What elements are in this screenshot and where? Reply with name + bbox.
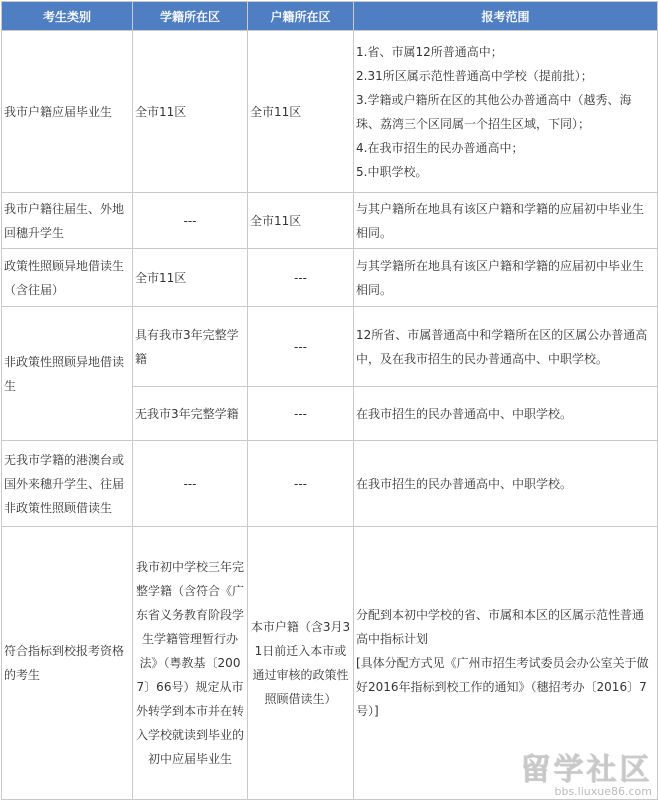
scope-line: 5.中职学校。 xyxy=(356,164,428,179)
household-district-cell: --- xyxy=(248,387,354,441)
category-cell: 无我市学籍的港澳台或国外来穗升学生、往届非政策性照顾借读生 xyxy=(2,441,133,527)
header-scope: 报考范围 xyxy=(354,2,658,31)
scope-line: 2.31所区属示范性普通高中学校（提前批）； xyxy=(356,68,593,83)
school-district-cell: --- xyxy=(133,193,248,249)
header-category: 考生类别 xyxy=(2,2,133,31)
table-row xyxy=(2,193,658,249)
table-row xyxy=(2,307,658,387)
header-household-district: 户籍所在区 xyxy=(248,2,354,31)
category-cell: 我市户籍应届毕业生 xyxy=(2,31,133,193)
scope-cell: 12所省、市属普通高中和学籍所在区的区属公办普通高中，及在我市招生的民办普通高中、中职学校。 xyxy=(354,307,658,387)
scope-line: 分配到本初中学校的省、市属和本区的区属示范性普通高中指标计划 xyxy=(356,608,645,646)
category-cell: 符合指标到校报考资格的考生 xyxy=(2,527,133,800)
scope-cell: 与其户籍所在地具有该区户籍和学籍的应届初中毕业生相同。 xyxy=(354,193,658,249)
category-cell: 政策性照顾异地借读生（含往届） xyxy=(2,249,133,307)
scope-cell: 在我市招生的民办普通高中、中职学校。 xyxy=(354,441,658,527)
school-district-cell: 我市初中学校三年完整学籍（含符合《广东省义务教育阶段学生学籍管理暂行办法》（粤教基〔2007〕66号）规定从市外转学到本市并在转入学校就读到毕业的初中应届毕业生 xyxy=(133,527,248,800)
household-district-cell: 全市11区 xyxy=(248,193,354,249)
school-district-cell: --- xyxy=(133,441,248,527)
school-district-cell: 无我市3年完整学籍 xyxy=(133,387,248,441)
scope-line: 4.在我市招生的民办普通高中； xyxy=(356,140,524,155)
watermark-site: bbs.liuxue86.com xyxy=(554,785,652,798)
category-cell: 非政策性照顾异地借读生 xyxy=(2,307,133,441)
school-district-cell: 具有我市3年完整学籍 xyxy=(133,307,248,387)
table-row xyxy=(2,441,658,527)
school-district-cell: 全市11区 xyxy=(133,249,248,307)
table-row xyxy=(2,527,658,800)
category-cell: 我市户籍往届生、外地回穗升学生 xyxy=(2,193,133,249)
household-district-cell: --- xyxy=(248,307,354,387)
scope-cell xyxy=(354,527,658,800)
scope-line: [具体分配方式见《广州市招生考试委员会办公室关于做好2016年指标到校工作的通知》（穗招考办〔2016〕7号）] xyxy=(356,656,649,718)
household-district-cell: --- xyxy=(248,441,354,527)
table-row xyxy=(2,31,658,193)
scope-cell: 在我市招生的民办普通高中、中职学校。 xyxy=(354,387,658,441)
admission-scope-table xyxy=(1,1,658,800)
household-district-cell: --- xyxy=(248,249,354,307)
scope-cell: 与其学籍所在地具有该区户籍和学籍的应届初中毕业生相同。 xyxy=(354,249,658,307)
school-district-cell: 全市11区 xyxy=(133,31,248,193)
header-school-district: 学籍所在区 xyxy=(133,2,248,31)
scope-line: 1.省、市属12所普通高中； xyxy=(356,44,503,59)
household-district-cell: 全市11区 xyxy=(248,31,354,193)
scope-line: 3.学籍或户籍所在区的其他公办普通高中（越秀、海珠、荔湾三个区同属一个招生区域，下同）； xyxy=(356,92,632,131)
watermark-brand: 留学社区 xyxy=(520,752,652,787)
table-header-row xyxy=(2,2,658,31)
scope-cell xyxy=(354,31,658,193)
household-district-cell: 本市户籍（含3月31日前迁入本市或通过审核的政策性照顾借读生） xyxy=(248,527,354,800)
table-row xyxy=(2,249,658,307)
